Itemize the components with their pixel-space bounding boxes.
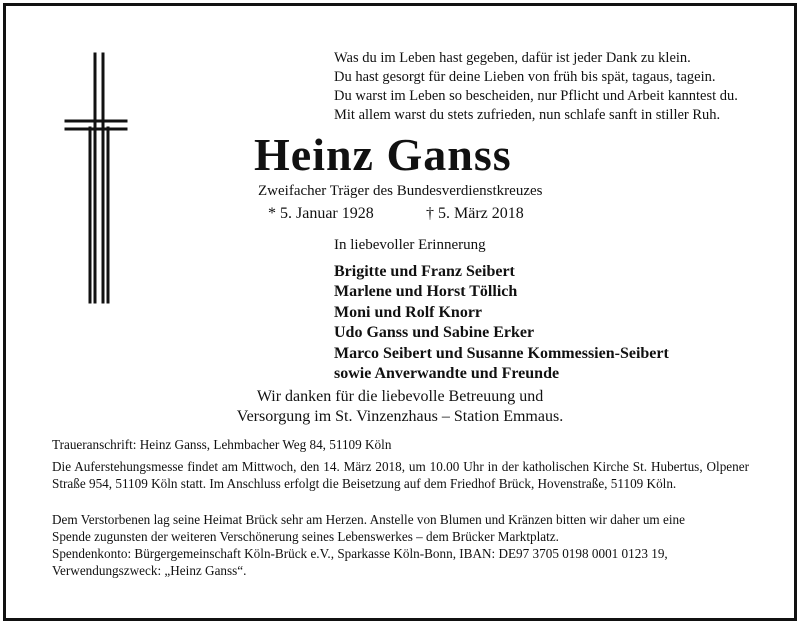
closing-line: Spendenkonto: Bürgergemeinschaft Köln-Brück e.V., Sparkasse Köln-Bonn, IBAN: DE97 3705 0198 0001 0123 19,: [52, 546, 668, 561]
deceased-honor: Zweifacher Träger des Bundesverdienstkreuzes: [258, 183, 543, 199]
mourner-entry: Udo Ganss und Sabine Erker: [334, 324, 535, 342]
mourner-entry: Brigitte und Franz Seibert: [334, 263, 515, 280]
service-line: 51109 Köln.: [610, 476, 677, 491]
thanks-line: Wir danken für die liebevolle Betreuung und: [256, 388, 544, 405]
mourner-entry: Moni und Rolf Knorr: [334, 303, 483, 321]
mourner-entry: sowie Anverwandte und Freunde: [334, 365, 560, 383]
closing-line: Verwendungszweck: „Heinz Ganss“.: [52, 563, 247, 578]
poem-line: Du warst im Leben so bescheiden, nur Pflicht und Arbeit kanntest du.: [334, 88, 738, 104]
mourner-entry: Marco Seibert und Susanne Kommessien-Seibert: [334, 344, 669, 362]
closing-line: Spende zugunsten der weiteren Verschönerung seines Lebenswerkes – dem Brücker Marktplatz.: [52, 529, 559, 544]
birth-date: * 5. Januar 1928: [268, 205, 374, 222]
memorial-poem: [334, 49, 738, 125]
poem-line: Was du im Leben hast gegeben, dafür ist jeder Dank zu klein.: [334, 50, 691, 66]
poem-line: Du hast gesorgt für deine Lieben von früh bis spät, tagaus, tagein.: [334, 69, 716, 85]
service-info: [52, 458, 749, 492]
cross-icon: [64, 52, 128, 304]
thanks-line: Versorgung im St. Vinzenzhaus – Station Emmaus.: [236, 408, 564, 425]
service-line: Olpener Straße 954, 51109 Köln statt. Im Anschluss erfolgt die Beisetzung auf dem Friedhof Brück, Hovenstraße,: [52, 459, 749, 491]
mourners-list: [334, 262, 669, 384]
death-date: † 5. März 2018: [426, 205, 524, 222]
deceased-name: Heinz Ganss: [254, 129, 512, 180]
poem-line: Mit allem warst du stets zufrieden, nun schlafe sanft in stiller Ruh.: [334, 107, 721, 123]
mourning-address: Traueranschrift: Heinz Ganss, Lehmbacher Weg 84, 51109 Köln: [52, 437, 392, 452]
service-line: Die Auferstehungsmesse findet am Mittwoch, den 14. März 2018, um 10.00 Uhr in der katholischen Kirche St. Hubertus,: [52, 459, 707, 474]
mourner-entry: Marlene und Horst Töllich: [334, 283, 518, 301]
donation-info: [52, 511, 749, 579]
thanks-note: [150, 387, 650, 427]
closing-line: Dem Verstorbenen lag seine Heimat Brück sehr am Herzen. Anstelle von Blumen und Kränzen bitten wir daher um eine: [52, 512, 685, 527]
memory-label: In liebevoller Erinnerung: [334, 237, 486, 253]
